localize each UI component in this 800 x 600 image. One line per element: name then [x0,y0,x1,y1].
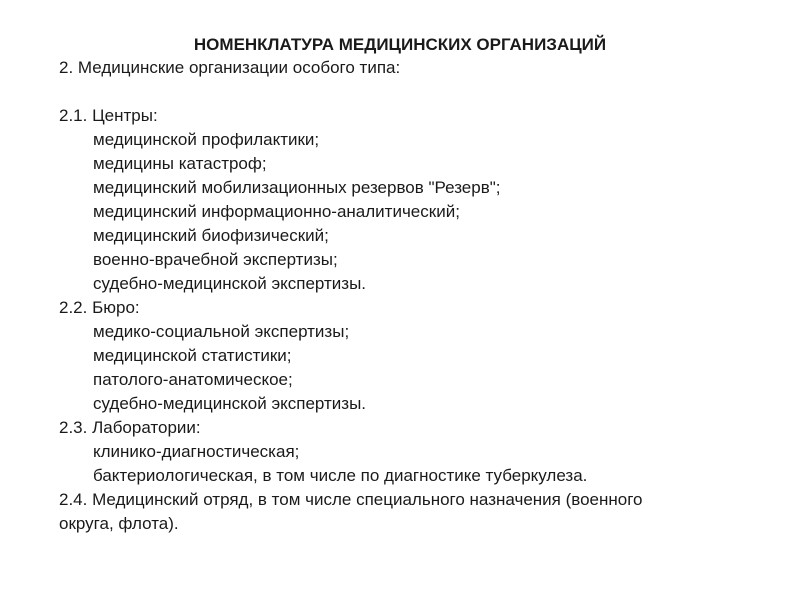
list-item: медицинской статистики; [93,346,292,365]
list-item: патолого-анатомическое; [93,370,293,389]
list-item: судебно-медицинской экспертизы. [93,274,367,293]
list-item: клинико-диагностическая; [93,442,300,461]
list-item: судебно-медицинской экспертизы. [93,394,367,413]
list-item: медицины катастроф; [93,154,267,173]
section-heading-labs: 2.3. Лаборатории: [59,418,201,437]
section-detachment-line-1: 2.4. Медицинский отряд, в том числе специального назначения (военного [59,490,643,509]
list-item: медицинский мобилизационных резервов "Резерв"; [93,178,501,197]
list-item: медицинской профилактики; [93,130,320,149]
document-body [59,56,759,536]
list-item: медицинский биофизический; [93,226,329,245]
section-heading-centers: 2.1. Центры: [59,106,158,125]
section-heading-bureaus: 2.2. Бюро: [59,298,140,317]
list-item: бактериологическая, в том числе по диагностике туберкулеза. [93,466,588,485]
blank-line [59,80,759,104]
page-title: НОМЕНКЛАТУРА МЕДИЦИНСКИХ ОРГАНИЗАЦИЙ [193,35,607,54]
section-detachment-line-2: округа, флота). [59,514,179,533]
list-item: военно-врачебной экспертизы; [93,250,338,269]
list-item: медицинский информационно-аналитический; [93,202,460,221]
intro-line: 2. Медицинские организации особого типа: [59,58,401,77]
list-item: медико-социальной экспертизы; [93,322,350,341]
